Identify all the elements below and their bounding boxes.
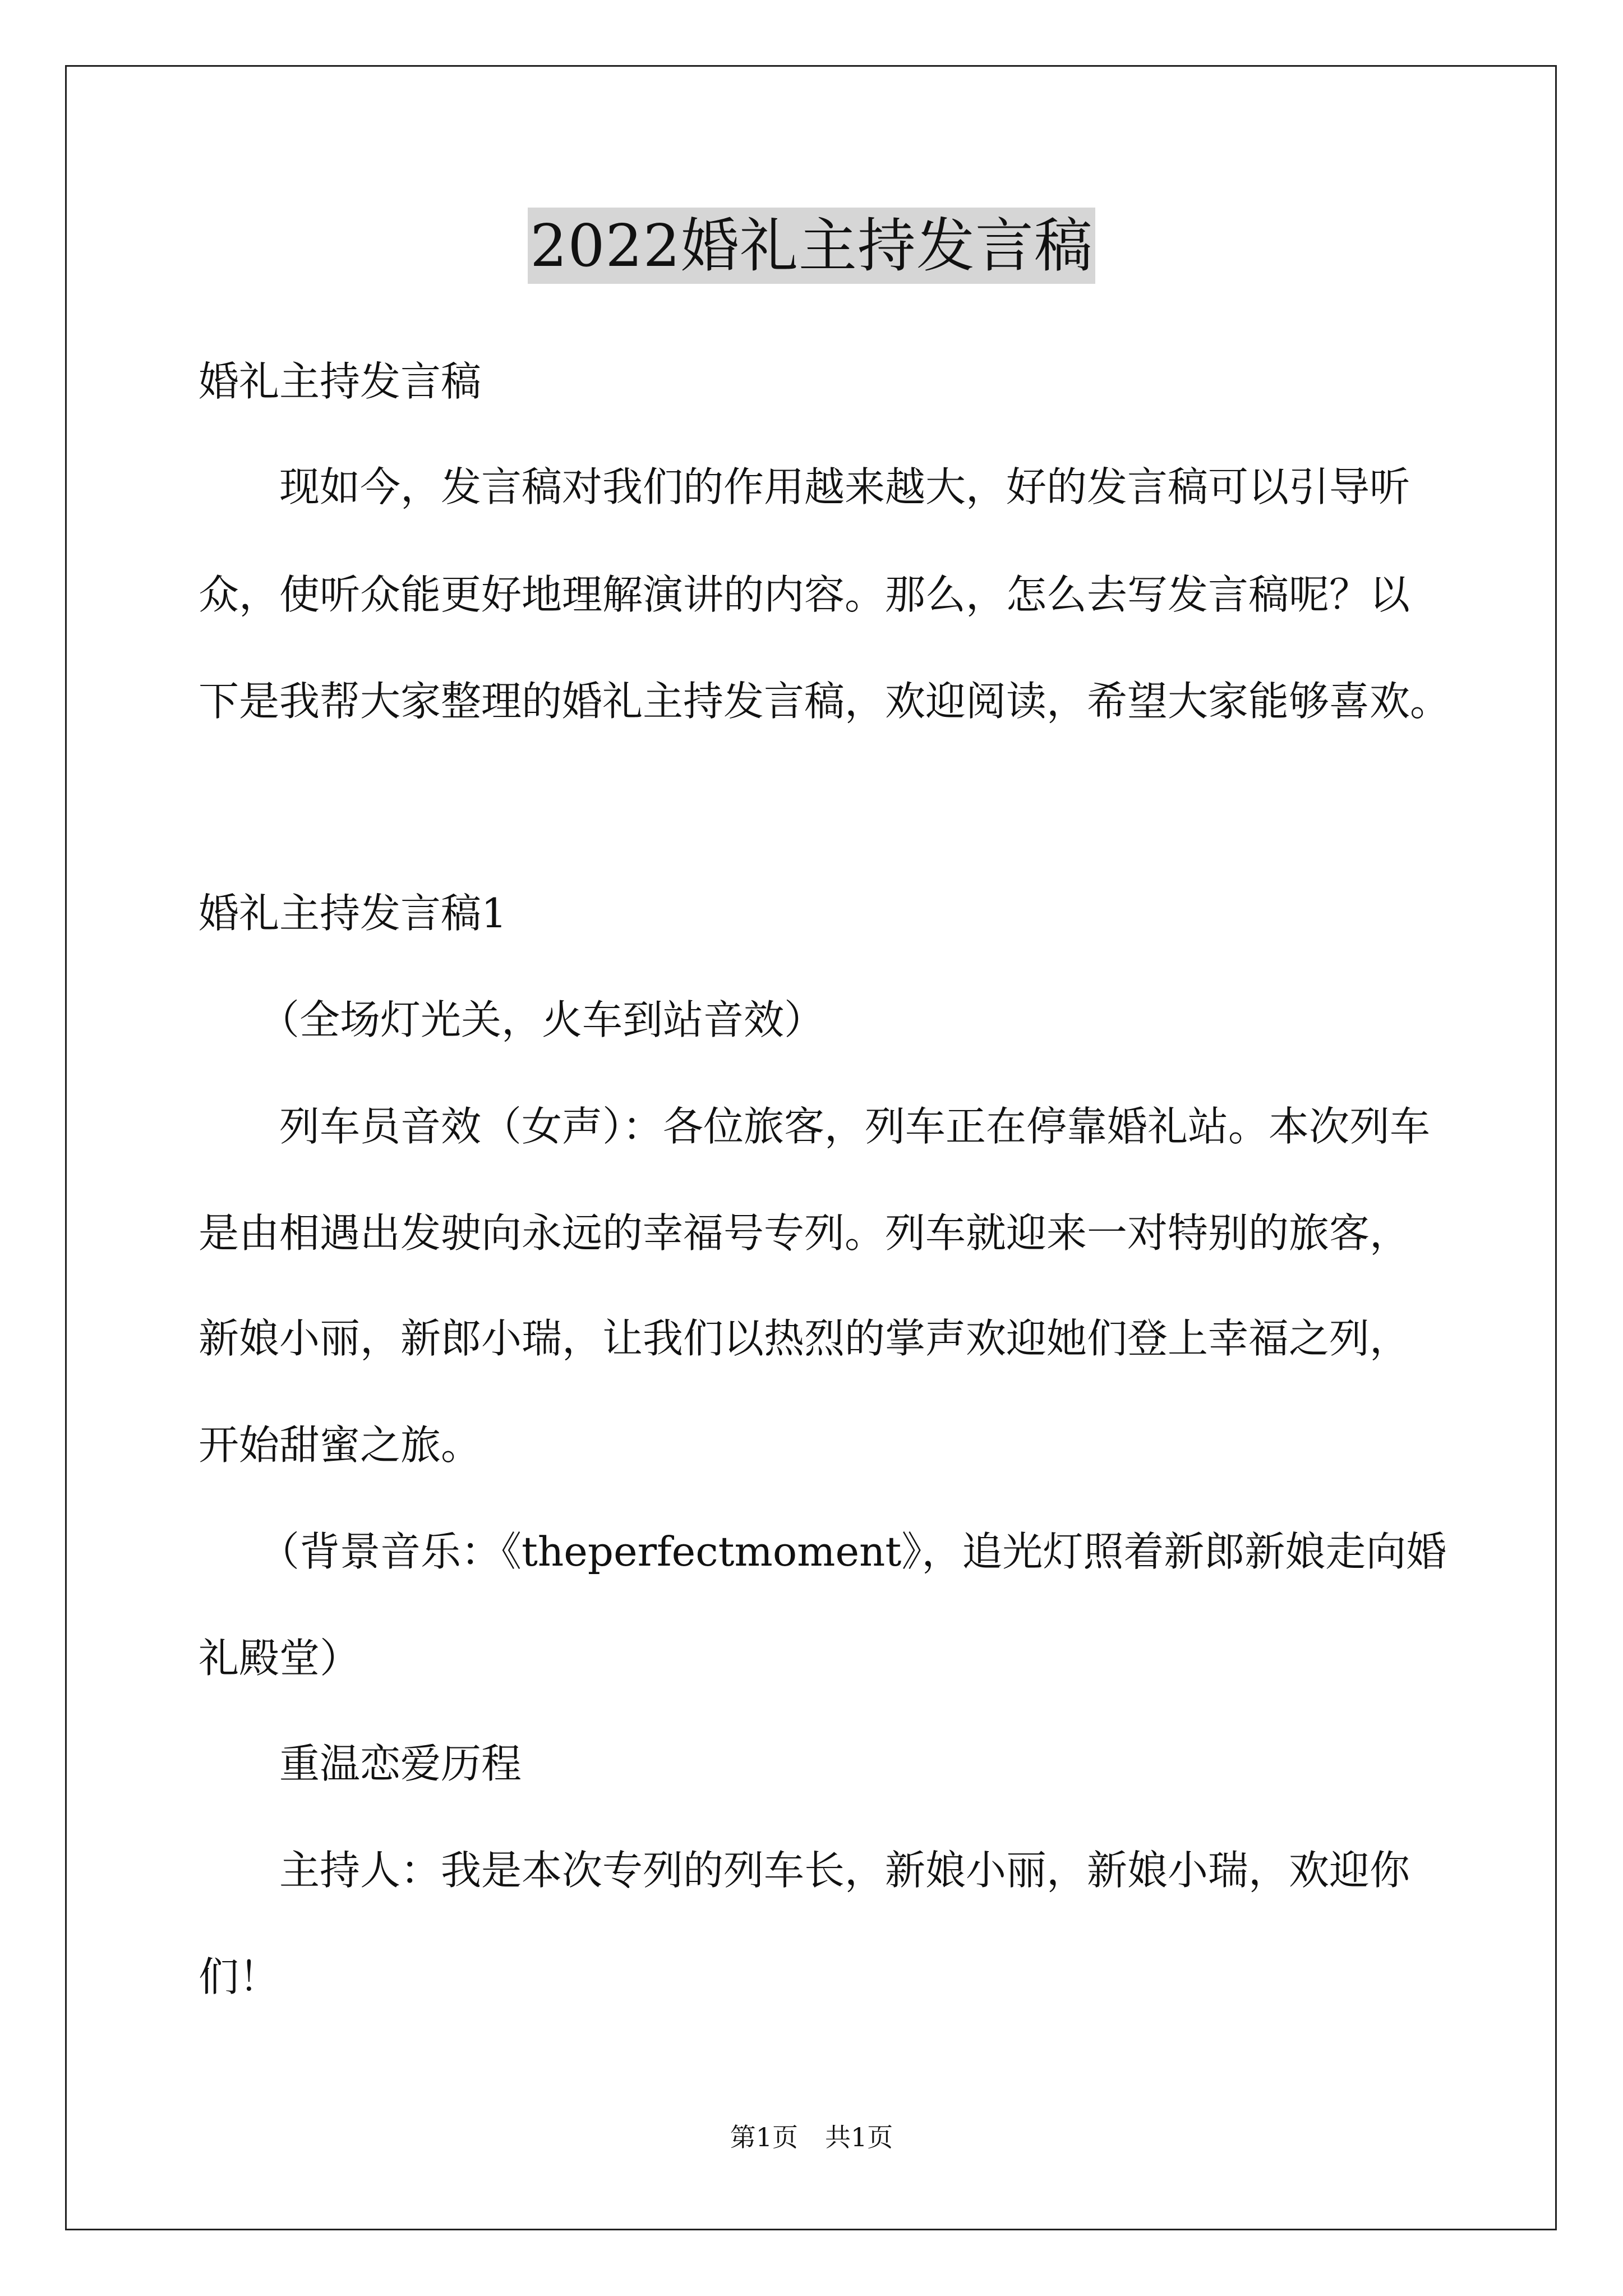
section-heading: 婚礼主持发言稿1 [199, 890, 507, 937]
document-title: 2022婚礼主持发言稿 [528, 208, 1095, 284]
paragraph-line: 现如今，发言稿对我们的作用越来越大，好的发言稿可以引导听 [199, 463, 1410, 510]
paragraph-line: 们！ [199, 1953, 280, 2000]
paragraph-line: 是由相遇出发驶向永远的幸福号专列。列车就迎来一对特别的旅客， [199, 1209, 1410, 1257]
page-footer [0, 2120, 1623, 2154]
section-heading: 婚礼主持发言稿 [199, 358, 482, 405]
title-container [0, 208, 1623, 284]
paragraph-line: （全场灯光关，火车到站音效） [199, 996, 825, 1043]
page-number: 第1页 [730, 2122, 798, 2152]
paragraph-line: 礼殿堂） [199, 1635, 361, 1682]
paragraph-line: 众，使听众能更好地理解演讲的内容。那么，怎么去写发言稿呢？以 [199, 571, 1410, 618]
paragraph-line: 开始甜蜜之旅。 [199, 1421, 482, 1469]
paragraph-line: 下是我帮大家整理的婚礼主持发言稿，欢迎阅读，希望大家能够喜欢。 [199, 678, 1451, 725]
page-total: 共1页 [825, 2122, 893, 2152]
paragraph-line: （背景音乐：《theperfectmoment》，追光灯照着新郎新娘走向婚 [199, 1528, 1447, 1575]
paragraph-line: 列车员音效（女声）：各位旅客，列车正在停靠婚礼站。本次列车 [199, 1103, 1431, 1150]
paragraph-line: 主持人：我是本次专列的列车长，新娘小丽，新娘小瑞，欢迎你 [199, 1847, 1410, 1894]
paragraph-line: 重温恋爱历程 [199, 1740, 522, 1787]
paragraph-line: 新娘小丽，新郎小瑞，让我们以热烈的掌声欢迎她们登上幸福之列， [199, 1315, 1410, 1362]
